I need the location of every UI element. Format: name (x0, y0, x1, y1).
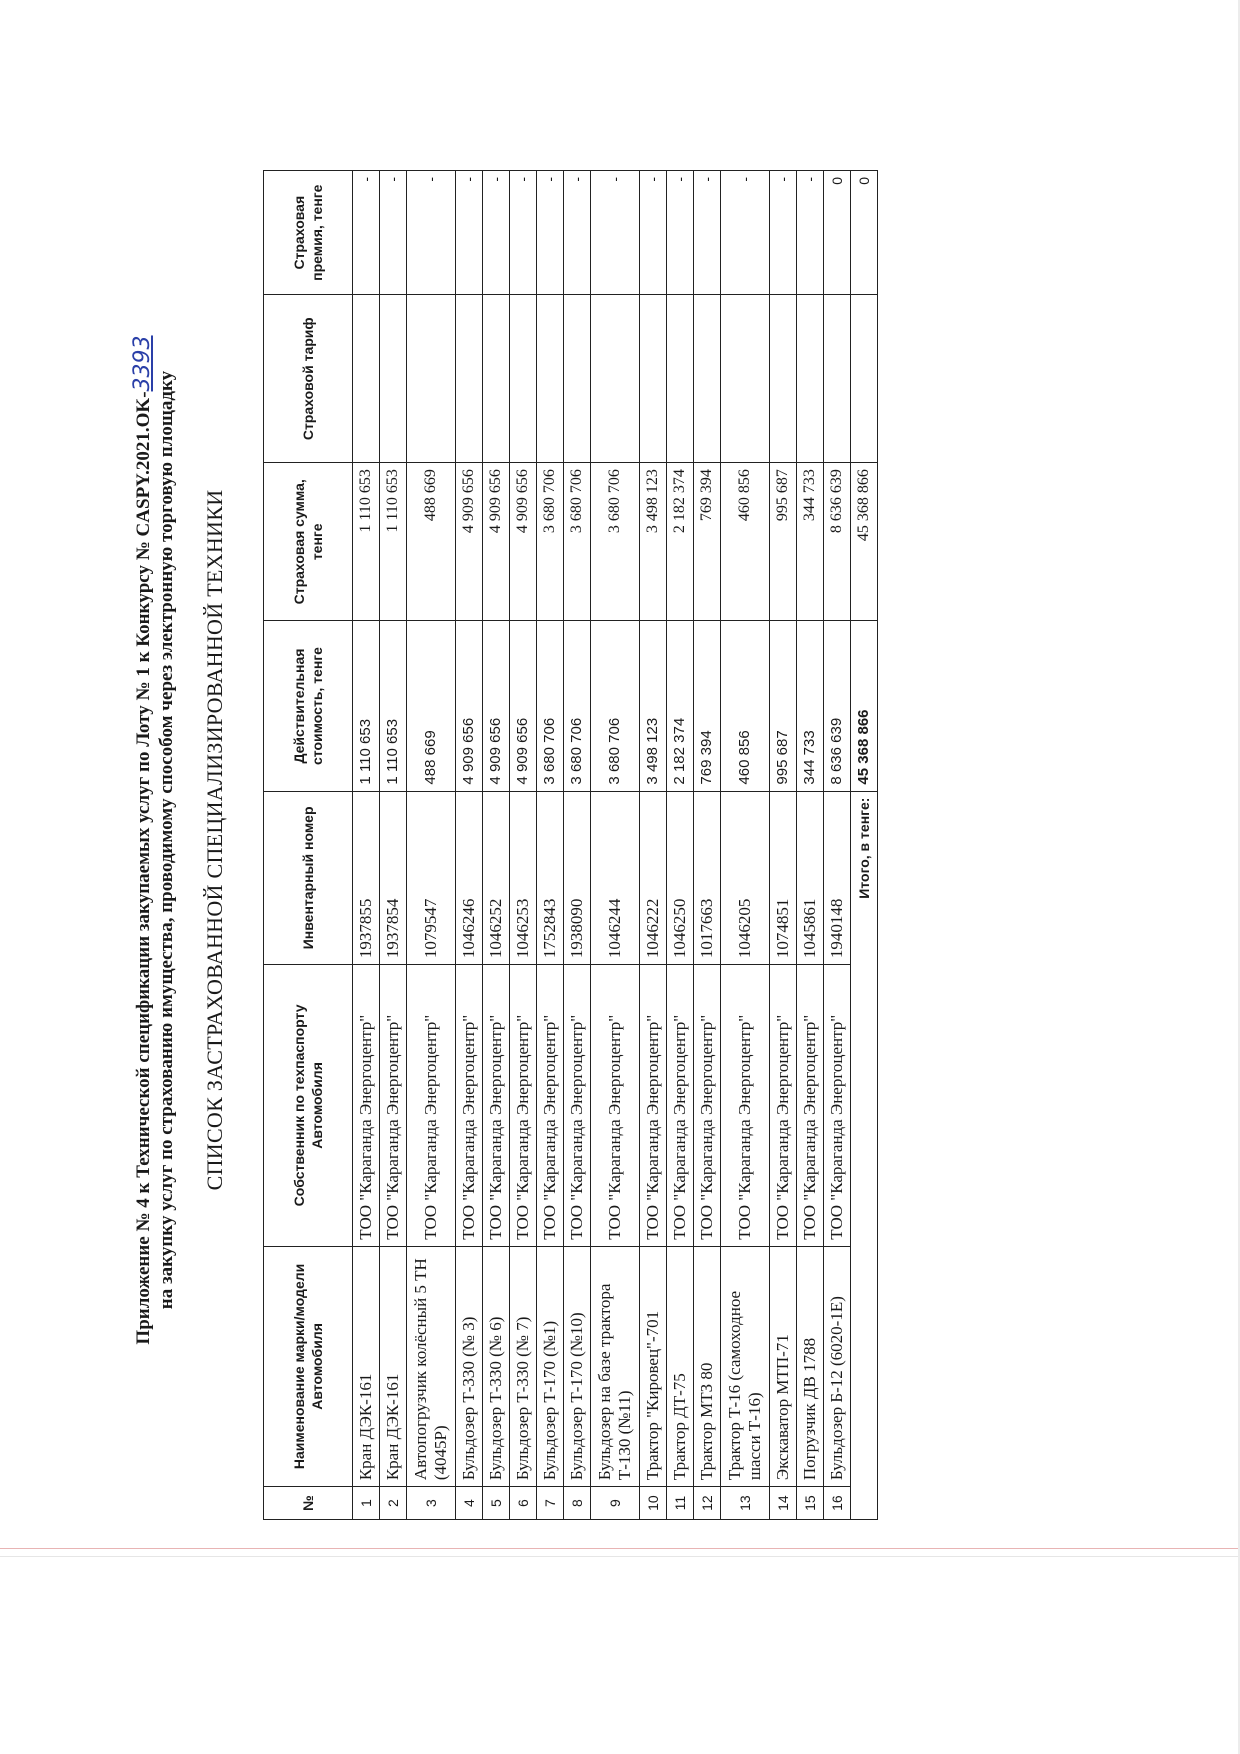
model-name: Экскаватор МТП-71 (770, 1246, 797, 1486)
rotated-page-content (130, 160, 930, 1520)
model-name: Бульдозер Т-330 (№ 3) (456, 1246, 483, 1486)
table-row (640, 171, 667, 1520)
tariff (380, 295, 407, 463)
inventory-number: 1074851 (770, 791, 797, 965)
owner-name: ТОО "Караганда Энергоцентр" (797, 965, 824, 1247)
column-header-num: № (264, 1487, 353, 1520)
premium: 0 (824, 171, 851, 295)
inventory-number: 1937855 (353, 791, 380, 965)
table-total-row (851, 171, 878, 1520)
model-name: Трактор ДТ-75 (667, 1246, 694, 1486)
total-actual-value: 45 368 866 (851, 621, 878, 791)
premium: - (380, 171, 407, 295)
owner-name: ТОО "Караганда Энергоцентр" (510, 965, 537, 1247)
premium: - (537, 171, 564, 295)
owner-name: ТОО "Караганда Энергоцентр" (483, 965, 510, 1247)
row-number: 6 (510, 1487, 537, 1520)
tariff (456, 295, 483, 463)
owner-name: ТОО "Караганда Энергоцентр" (537, 965, 564, 1247)
insured-sum: 460 856 (721, 463, 770, 621)
table-row (510, 171, 537, 1520)
actual-value: 344 733 (797, 621, 824, 791)
insured-sum: 769 394 (694, 463, 721, 621)
model-name: Трактор "Кировец"-701 (640, 1246, 667, 1486)
actual-value: 4 909 656 (483, 621, 510, 791)
total-label: Итого, в тенге: (851, 791, 878, 1519)
row-number: 4 (456, 1487, 483, 1520)
premium: - (564, 171, 591, 295)
table-row (537, 171, 564, 1520)
table-row (694, 171, 721, 1520)
document-title: СПИСОК ЗАСТРАХОВАННОЙ СПЕЦИАЛИЗИРОВАННОЙ ТЕХНИКИ (202, 489, 227, 1191)
premium: - (456, 171, 483, 295)
insured-equipment-table (263, 170, 878, 1520)
model-name: Бульдозер Т-330 (№ 6) (483, 1246, 510, 1486)
insured-sum: 1 110 653 (353, 463, 380, 621)
insured-sum: 3 680 706 (564, 463, 591, 621)
premium: - (770, 171, 797, 295)
inventory-number: 1046253 (510, 791, 537, 965)
inventory-number: 1752843 (537, 791, 564, 965)
actual-value: 3 498 123 (640, 621, 667, 791)
column-header-actual-value: Действительная стоимость, тенге (264, 621, 353, 791)
owner-name: ТОО "Караганда Энергоцентр" (353, 965, 380, 1247)
inventory-number: 1046205 (721, 791, 770, 965)
owner-name: ТОО "Караганда Энергоцентр" (456, 965, 483, 1247)
premium: - (797, 171, 824, 295)
tariff (407, 295, 456, 463)
owner-name: ТОО "Караганда Энергоцентр" (721, 965, 770, 1247)
tariff (667, 295, 694, 463)
actual-value: 8 636 639 (824, 621, 851, 791)
inventory-number: 1079547 (407, 791, 456, 965)
tariff (640, 295, 667, 463)
table-row (797, 171, 824, 1520)
owner-name: ТОО "Караганда Энергоцентр" (591, 965, 640, 1247)
total-tariff (851, 295, 878, 463)
inventory-number: 1046222 (640, 791, 667, 965)
model-name: Бульдозер Т-330 (№ 7) (510, 1246, 537, 1486)
premium: - (510, 171, 537, 295)
owner-name: ТОО "Караганда Энергоцентр" (824, 965, 851, 1247)
insured-sum: 4 909 656 (483, 463, 510, 621)
row-number: 7 (537, 1487, 564, 1520)
owner-name: ТОО "Караганда Энергоцентр" (564, 965, 591, 1247)
model-name: Бульдозер Т-170 (№10) (564, 1246, 591, 1486)
actual-value: 460 856 (721, 621, 770, 791)
actual-value: 3 680 706 (591, 621, 640, 791)
actual-value: 488 669 (407, 621, 456, 791)
inventory-number: 1940148 (824, 791, 851, 965)
premium: - (721, 171, 770, 295)
premium: - (640, 171, 667, 295)
row-number: 13 (721, 1487, 770, 1520)
scan-artifact-line (0, 1556, 1240, 1557)
row-number: 5 (483, 1487, 510, 1520)
table-row (564, 171, 591, 1520)
row-number: 14 (770, 1487, 797, 1520)
premium: - (407, 171, 456, 295)
table-row (456, 171, 483, 1520)
insured-sum: 344 733 (797, 463, 824, 621)
model-name: Кран ДЭК-161 (353, 1246, 380, 1486)
column-header-tariff: Страховой тариф (264, 295, 353, 463)
handwritten-contest-number: 3393 (130, 335, 155, 392)
column-header-premium: Страховая премия, тенге (264, 171, 353, 295)
row-number: 12 (694, 1487, 721, 1520)
tariff (537, 295, 564, 463)
inventory-number: 1045861 (797, 791, 824, 965)
table-row (770, 171, 797, 1520)
table-row (591, 171, 640, 1520)
inventory-number: 1046252 (483, 791, 510, 965)
tariff (721, 295, 770, 463)
premium: - (667, 171, 694, 295)
inventory-number: 1046250 (667, 791, 694, 965)
tariff (483, 295, 510, 463)
insured-sum: 4 909 656 (510, 463, 537, 621)
row-number: 3 (407, 1487, 456, 1520)
inventory-number: 1938090 (564, 791, 591, 965)
header-line-2: на закупку услуг по страхованию имущества, проводимому способом через электронную торговую площадку (156, 370, 177, 1310)
total-insured-sum: 45 368 866 (851, 463, 878, 621)
tariff (824, 295, 851, 463)
insured-sum: 4 909 656 (456, 463, 483, 621)
table-row (824, 171, 851, 1520)
premium: - (483, 171, 510, 295)
model-name: Бульдозер Т-170 (№1) (537, 1246, 564, 1486)
actual-value: 3 680 706 (564, 621, 591, 791)
insured-sum: 995 687 (770, 463, 797, 621)
row-number: 16 (824, 1487, 851, 1520)
actual-value: 769 394 (694, 621, 721, 791)
premium: - (694, 171, 721, 295)
actual-value: 2 182 374 (667, 621, 694, 791)
actual-value: 4 909 656 (510, 621, 537, 791)
row-number: 8 (564, 1487, 591, 1520)
owner-name: ТОО "Караганда Энергоцентр" (640, 965, 667, 1247)
tariff (564, 295, 591, 463)
model-name: Бульдозер на базе трактора Т-130 (№11) (591, 1246, 640, 1486)
row-number: 2 (380, 1487, 407, 1520)
header-line-1 (130, 160, 155, 1520)
table-row (483, 171, 510, 1520)
row-number: 1 (353, 1487, 380, 1520)
insured-sum: 488 669 (407, 463, 456, 621)
owner-name: ТОО "Караганда Энергоцентр" (380, 965, 407, 1247)
scan-artifact-line (0, 1548, 1240, 1549)
model-name: Погрузчик ДВ 1788 (797, 1246, 824, 1486)
owner-name: ТОО "Караганда Энергоцентр" (667, 965, 694, 1247)
tariff (353, 295, 380, 463)
owner-name: ТОО "Караганда Энергоцентр" (407, 965, 456, 1247)
column-header-inventory: Инвентарный номер (264, 791, 353, 965)
insured-sum: 3 680 706 (537, 463, 564, 621)
model-name: Кран ДЭК-161 (380, 1246, 407, 1486)
column-header-owner: Собственник по техпаспорту Автомобиля (264, 965, 353, 1247)
inventory-number: 1017663 (694, 791, 721, 965)
insured-sum: 2 182 374 (667, 463, 694, 621)
inventory-number: 1937854 (380, 791, 407, 965)
table-row (667, 171, 694, 1520)
premium: - (591, 171, 640, 295)
owner-name: ТОО "Караганда Энергоцентр" (694, 965, 721, 1247)
inventory-number: 1046244 (591, 791, 640, 965)
tariff (694, 295, 721, 463)
column-header-model: Наименование марки/модели Автомобиля (264, 1246, 353, 1486)
table-row (380, 171, 407, 1520)
model-name: Автопогрузчик колёсный 5 ТН (4045Р) (407, 1246, 456, 1486)
model-name: Трактор Т-16 (самоходное шасси Т-16) (721, 1246, 770, 1486)
model-name: Трактор МТЗ 80 (694, 1246, 721, 1486)
insured-sum: 8 636 639 (824, 463, 851, 621)
actual-value: 4 909 656 (456, 621, 483, 791)
column-header-insured-sum: Страховая сумма, тенге (264, 463, 353, 621)
actual-value: 1 110 653 (380, 621, 407, 791)
table-row (721, 171, 770, 1520)
actual-value: 3 680 706 (537, 621, 564, 791)
insured-sum: 1 110 653 (380, 463, 407, 621)
owner-name: ТОО "Караганда Энергоцентр" (770, 965, 797, 1247)
tariff (770, 295, 797, 463)
insured-sum: 3 680 706 (591, 463, 640, 621)
table-row (353, 171, 380, 1520)
table-header-row (264, 171, 353, 1520)
row-number: 10 (640, 1487, 667, 1520)
insured-sum: 3 498 123 (640, 463, 667, 621)
inventory-number: 1046246 (456, 791, 483, 965)
actual-value: 995 687 (770, 621, 797, 791)
tariff (797, 295, 824, 463)
row-number: 9 (591, 1487, 640, 1520)
tariff (591, 295, 640, 463)
row-number: 11 (667, 1487, 694, 1520)
model-name: Бульдозер Б-12 (6020-1Е) (824, 1246, 851, 1486)
table-row (407, 171, 456, 1520)
premium: - (353, 171, 380, 295)
total-premium: 0 (851, 171, 878, 295)
header-line-1-text: Приложение № 4 к Технической спецификации закупаемых услуг по Лоту № 1 к Конкурсу № CASPY.2021.OK- (133, 391, 154, 1345)
row-number: 15 (797, 1487, 824, 1520)
actual-value: 1 110 653 (353, 621, 380, 791)
tariff (510, 295, 537, 463)
